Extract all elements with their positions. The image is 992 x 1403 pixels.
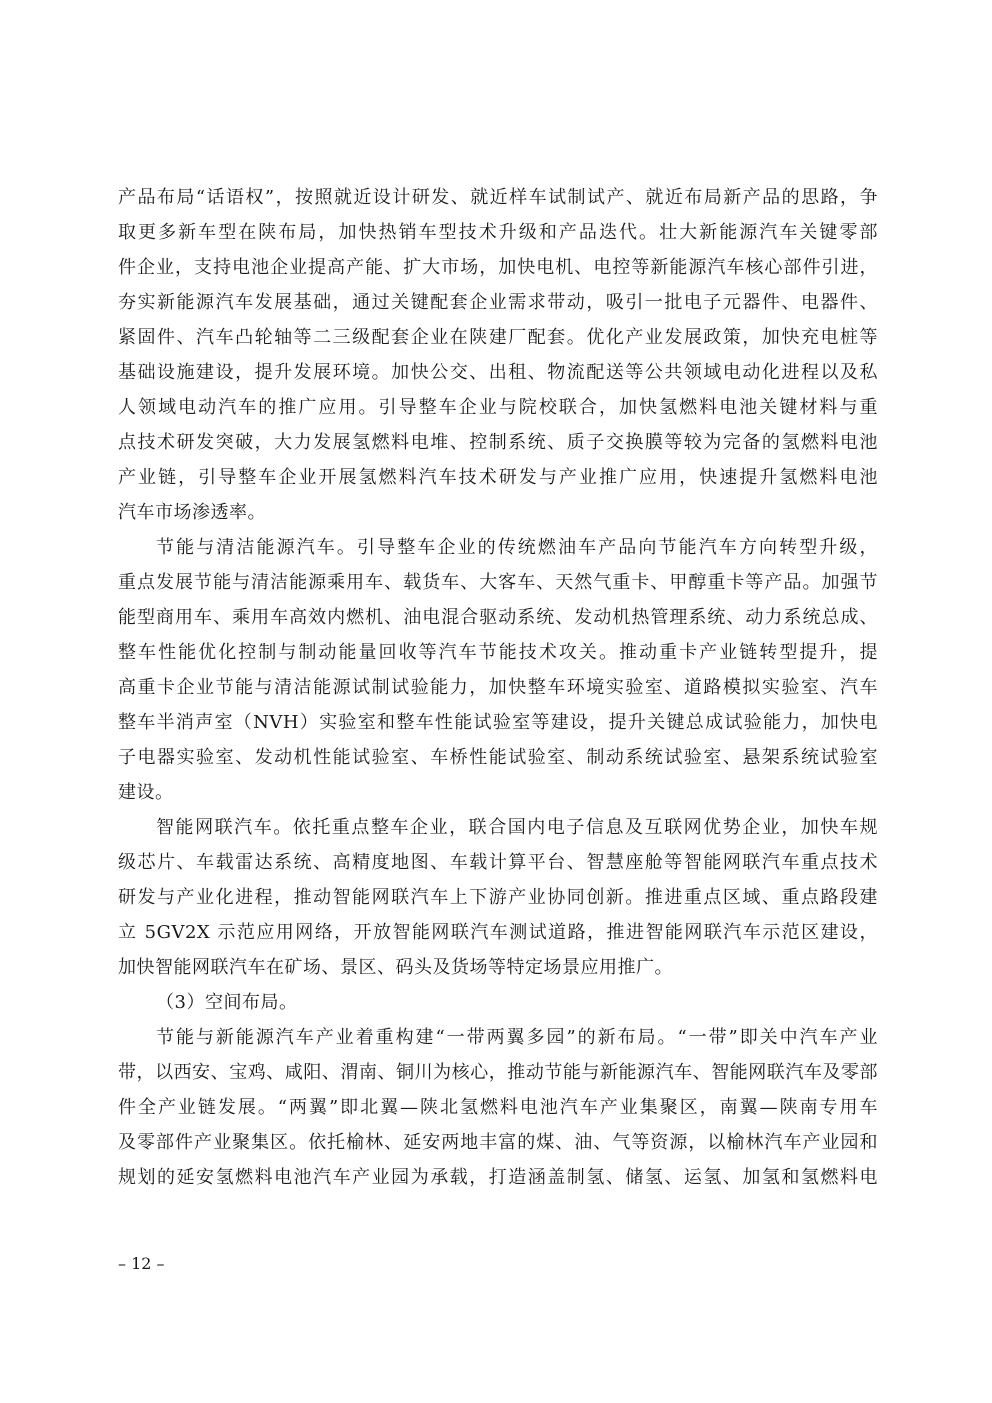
text-line: 研发与产业化进程，推动智能网联汽车上下游产业协同创新。推进重点区域、重点路段建 [118,887,878,908]
body-text [118,180,878,1195]
text-line: 节能与清洁能源汽车。引导整车企业的传统燃油车产品向节能汽车方向转型升级， [156,537,878,558]
text-line: 产业链，引导整车企业开展氢燃料汽车技术研发与产业推广应用，快速提升氢燃料电池 [118,467,878,488]
text-line: 子电器实验室、发动机性能试验室、车桥性能试验室、制动系统试验室、悬架系统试验室 [118,747,878,768]
text-line: 能型商用车、乘用车高效内燃机、油电混合驱动系统、发动机热管理系统、动力系统总成、 [118,607,878,628]
text-line: 级芯片、车载雷达系统、高精度地图、车载计算平台、智慧座舱等智能网联汽车重点技术 [118,852,878,873]
text-line: 带，以西安、宝鸡、咸阳、渭南、铜川为核心，推动节能与新能源汽车、智能网联汽车及零部 [118,1062,878,1083]
text-line: 整车性能优化控制与制动能量回收等汽车节能技术攻关。推动重卡产业链转型提升，提 [118,642,878,663]
text-line: 建设。 [118,782,174,803]
text-line: 重点发展节能与清洁能源乘用车、载货车、大客车、天然气重卡、甲醇重卡等产品。加强节 [118,572,878,593]
text-line: 件企业，支持电池企业提高产能、扩大市场，加快电机、电控等新能源汽车核心部件引进， [118,257,878,278]
text-line: 及零部件产业聚集区。依托榆林、延安两地丰富的煤、油、气等资源，以榆林汽车产业园和 [118,1132,878,1153]
section-heading: （3）空间布局。 [156,992,298,1013]
text-line: 取更多新车型在陕布局，加快热销车型技术升级和产品迭代。壮大新能源汽车关键零部 [118,222,878,243]
text-line: 点技术研发突破，大力发展氢燃料电堆、控制系统、质子交换膜等较为完备的氢燃料电池 [118,432,878,453]
text-line: 件全产业链发展。“两翼”即北翼—陕北氢燃料电池汽车产业集聚区，南翼—陕南专用车 [118,1097,878,1118]
text-line: 紧固件、汽车凸轮轴等二三级配套企业在陕建厂配套。优化产业发展政策，加快充电桩等 [118,327,878,348]
text-line: 汽车市场渗透率。 [118,502,266,523]
text-line: 智能网联汽车。依托重点整车企业，联合国内电子信息及互联网优势企业，加快车规 [156,817,878,838]
page-number: – 12 – [118,1254,165,1273]
text-line: 产品布局“话语权”，按照就近设计研发、就近样车试制试产、就近布局新产品的思路，争 [118,187,878,208]
text-line: 高重卡企业节能与清洁能源试制试验能力，加快整车环境实验室、道路模拟实验室、汽车 [118,677,878,698]
text-line: 整车半消声室（NVH）实验室和整车性能试验室等建设，提升关键总成试验能力，加快电 [118,712,878,733]
text-line: 基础设施建设，提升发展环境。加快公交、出租、物流配送等公共领域电动化进程以及私 [118,362,878,383]
text-line: 加快智能网联汽车在矿场、景区、码头及货场等特定场景应用推广。 [118,957,673,978]
text-line: 节能与新能源汽车产业着重构建“一带两翼多园”的新布局。“一带”即关中汽车产业 [156,1027,878,1048]
text-line: 规划的延安氢燃料电池汽车产业园为承载，打造涵盖制氢、储氢、运氢、加氢和氢燃料电 [118,1167,878,1188]
text-line: 夯实新能源汽车发展基础，通过关键配套企业需求带动，吸引一批电子元器件、电器件、 [118,292,878,313]
text-line: 立 5GV2X 示范应用网络，开放智能网联汽车测试道路，推进智能网联汽车示范区建设， [118,922,878,943]
text-line: 人领域电动汽车的推广应用。引导整车企业与院校联合，加快氢燃料电池关键材料与重 [118,397,878,418]
